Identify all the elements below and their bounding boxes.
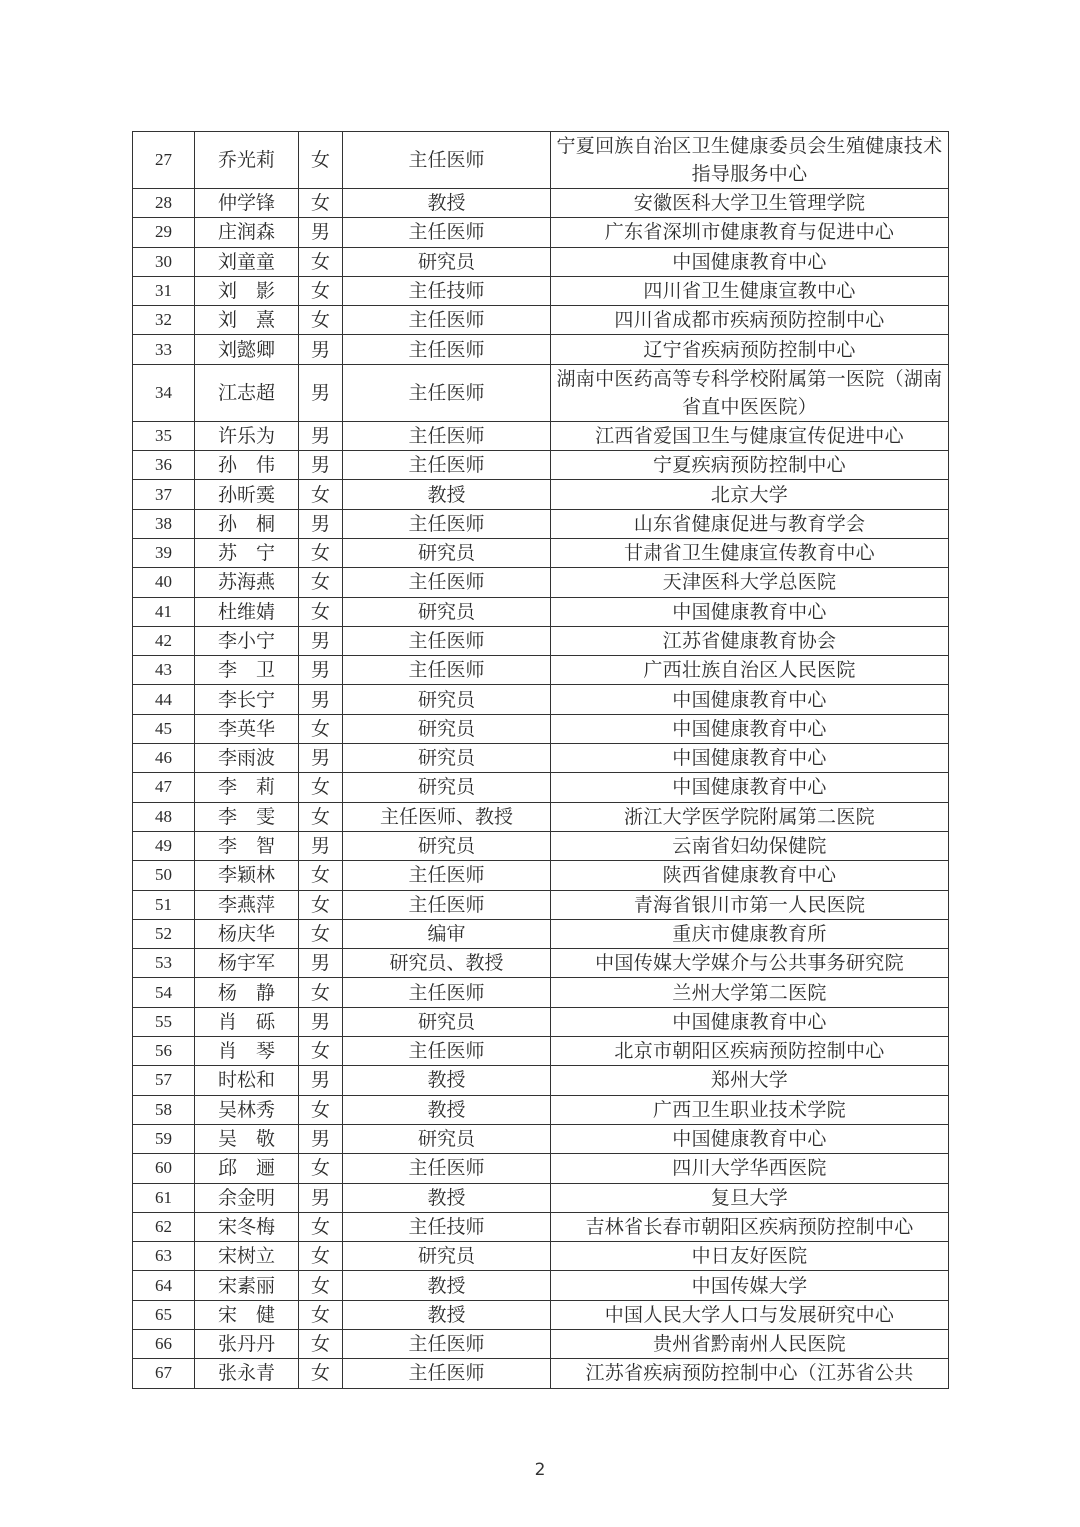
gender: 女 [299, 1271, 343, 1300]
person-name: 邱 逦 [195, 1154, 299, 1183]
gender: 女 [299, 1329, 343, 1358]
gender: 女 [299, 890, 343, 919]
professional-title: 主任医师 [343, 335, 551, 364]
gender: 男 [299, 656, 343, 685]
row-number: 60 [133, 1154, 195, 1183]
table-row [133, 1095, 949, 1124]
gender: 女 [299, 480, 343, 509]
gender: 男 [299, 831, 343, 860]
row-number: 49 [133, 831, 195, 860]
person-name: 孙昕霙 [195, 480, 299, 509]
person-name: 刘 影 [195, 276, 299, 305]
organization: 中国健康教育中心 [551, 714, 949, 743]
organization: 中国传媒大学媒介与公共事务研究院 [551, 949, 949, 978]
professional-title: 研究员 [343, 1007, 551, 1036]
row-number: 39 [133, 538, 195, 567]
gender: 女 [299, 1037, 343, 1066]
organization: 中国传媒大学 [551, 1271, 949, 1300]
person-name: 仲学锋 [195, 189, 299, 218]
table-row [133, 1124, 949, 1153]
person-name: 张丹丹 [195, 1329, 299, 1358]
professional-title: 主任医师 [343, 421, 551, 450]
gender: 女 [299, 247, 343, 276]
professional-title: 主任医师 [343, 1037, 551, 1066]
table-row [133, 1183, 949, 1212]
table-row [133, 1154, 949, 1183]
organization: 北京市朝阳区疾病预防控制中心 [551, 1037, 949, 1066]
person-name: 刘懿卿 [195, 335, 299, 364]
person-name: 刘 熹 [195, 306, 299, 335]
gender: 女 [299, 568, 343, 597]
professional-title: 编审 [343, 919, 551, 948]
person-name: 时松和 [195, 1066, 299, 1095]
organization: 江西省爱国卫生与健康宣传促进中心 [551, 421, 949, 450]
person-name: 李小宁 [195, 626, 299, 655]
professional-title: 研究员 [343, 597, 551, 626]
row-number: 61 [133, 1183, 195, 1212]
table-row [133, 861, 949, 890]
row-number: 53 [133, 949, 195, 978]
organization: 湖南中医药高等专科学校附属第一医院（湖南省直中医医院） [551, 364, 949, 421]
organization: 广西卫生职业技术学院 [551, 1095, 949, 1124]
row-number: 27 [133, 132, 195, 189]
gender: 男 [299, 1066, 343, 1095]
expert-roster-table [132, 131, 949, 1389]
row-number: 45 [133, 714, 195, 743]
row-number: 56 [133, 1037, 195, 1066]
organization: 云南省妇幼保健院 [551, 831, 949, 860]
organization: 中国健康教育中心 [551, 1124, 949, 1153]
person-name: 宋树立 [195, 1242, 299, 1271]
organization: 中国健康教育中心 [551, 247, 949, 276]
table-row [133, 568, 949, 597]
table-row [133, 1037, 949, 1066]
professional-title: 主任医师 [343, 1329, 551, 1358]
table-row [133, 335, 949, 364]
gender: 女 [299, 597, 343, 626]
organization: 江苏省健康教育协会 [551, 626, 949, 655]
person-name: 肖 琴 [195, 1037, 299, 1066]
professional-title: 主任技师 [343, 276, 551, 305]
organization: 天津医科大学总医院 [551, 568, 949, 597]
row-number: 38 [133, 509, 195, 538]
row-number: 36 [133, 451, 195, 480]
professional-title: 主任医师 [343, 568, 551, 597]
person-name: 李 卫 [195, 656, 299, 685]
row-number: 47 [133, 773, 195, 802]
row-number: 30 [133, 247, 195, 276]
gender: 女 [299, 1154, 343, 1183]
table-row [133, 656, 949, 685]
professional-title: 教授 [343, 189, 551, 218]
row-number: 29 [133, 218, 195, 247]
row-number: 67 [133, 1359, 195, 1388]
gender: 男 [299, 218, 343, 247]
table-row [133, 509, 949, 538]
person-name: 李 智 [195, 831, 299, 860]
person-name: 许乐为 [195, 421, 299, 450]
professional-title: 主任医师 [343, 306, 551, 335]
gender: 女 [299, 773, 343, 802]
table-row [133, 978, 949, 1007]
organization: 中国健康教育中心 [551, 685, 949, 714]
organization: 甘肃省卫生健康宣传教育中心 [551, 538, 949, 567]
organization: 中国健康教育中心 [551, 597, 949, 626]
gender: 男 [299, 1183, 343, 1212]
person-name: 乔光莉 [195, 132, 299, 189]
gender: 女 [299, 861, 343, 890]
organization: 广东省深圳市健康教育与促进中心 [551, 218, 949, 247]
row-number: 51 [133, 890, 195, 919]
gender: 女 [299, 714, 343, 743]
row-number: 52 [133, 919, 195, 948]
table-row [133, 831, 949, 860]
row-number: 58 [133, 1095, 195, 1124]
person-name: 张永青 [195, 1359, 299, 1388]
table-row [133, 364, 949, 421]
gender: 女 [299, 1212, 343, 1241]
table-row [133, 218, 949, 247]
organization: 重庆市健康教育所 [551, 919, 949, 948]
row-number: 50 [133, 861, 195, 890]
organization: 陕西省健康教育中心 [551, 861, 949, 890]
row-number: 31 [133, 276, 195, 305]
organization: 中国健康教育中心 [551, 1007, 949, 1036]
gender: 女 [299, 802, 343, 831]
professional-title: 主任医师 [343, 978, 551, 1007]
organization: 宁夏回族自治区卫生健康委员会生殖健康技术指导服务中心 [551, 132, 949, 189]
person-name: 李雨波 [195, 744, 299, 773]
person-name: 吴林秀 [195, 1095, 299, 1124]
organization: 中日友好医院 [551, 1242, 949, 1271]
gender: 女 [299, 538, 343, 567]
row-number: 62 [133, 1212, 195, 1241]
organization: 四川省卫生健康宣教中心 [551, 276, 949, 305]
organization: 安徽医科大学卫生管理学院 [551, 189, 949, 218]
row-number: 43 [133, 656, 195, 685]
row-number: 28 [133, 189, 195, 218]
row-number: 54 [133, 978, 195, 1007]
table-row [133, 1300, 949, 1329]
row-number: 63 [133, 1242, 195, 1271]
gender: 女 [299, 919, 343, 948]
professional-title: 主任医师 [343, 218, 551, 247]
table-row [133, 247, 949, 276]
table-row [133, 480, 949, 509]
gender: 女 [299, 276, 343, 305]
row-number: 64 [133, 1271, 195, 1300]
table-row [133, 451, 949, 480]
gender: 男 [299, 1124, 343, 1153]
professional-title: 研究员 [343, 1242, 551, 1271]
table-row [133, 1329, 949, 1358]
professional-title: 教授 [343, 1095, 551, 1124]
organization: 宁夏疾病预防控制中心 [551, 451, 949, 480]
organization: 北京大学 [551, 480, 949, 509]
gender: 女 [299, 1095, 343, 1124]
table-row [133, 597, 949, 626]
gender: 男 [299, 744, 343, 773]
person-name: 孙 伟 [195, 451, 299, 480]
gender: 女 [299, 1242, 343, 1271]
organization: 青海省银川市第一人民医院 [551, 890, 949, 919]
professional-title: 主任医师 [343, 626, 551, 655]
professional-title: 教授 [343, 1271, 551, 1300]
person-name: 李 莉 [195, 773, 299, 802]
gender: 女 [299, 132, 343, 189]
professional-title: 主任医师、教授 [343, 802, 551, 831]
table-row [133, 132, 949, 189]
organization: 吉林省长春市朝阳区疾病预防控制中心 [551, 1212, 949, 1241]
person-name: 江志超 [195, 364, 299, 421]
organization: 江苏省疾病预防控制中心（江苏省公共 [551, 1359, 949, 1388]
row-number: 42 [133, 626, 195, 655]
professional-title: 教授 [343, 1300, 551, 1329]
row-number: 40 [133, 568, 195, 597]
table-row [133, 1066, 949, 1095]
row-number: 34 [133, 364, 195, 421]
page-number: 2 [534, 1460, 546, 1480]
table-row [133, 773, 949, 802]
professional-title: 主任医师 [343, 861, 551, 890]
professional-title: 研究员 [343, 1124, 551, 1153]
organization: 浙江大学医学院附属第二医院 [551, 802, 949, 831]
row-number: 32 [133, 306, 195, 335]
row-number: 46 [133, 744, 195, 773]
professional-title: 研究员、教授 [343, 949, 551, 978]
table-row [133, 714, 949, 743]
organization: 山东省健康促进与教育学会 [551, 509, 949, 538]
organization: 四川省成都市疾病预防控制中心 [551, 306, 949, 335]
gender: 男 [299, 949, 343, 978]
table-row [133, 744, 949, 773]
professional-title: 教授 [343, 480, 551, 509]
person-name: 李 雯 [195, 802, 299, 831]
person-name: 杜维婧 [195, 597, 299, 626]
gender: 女 [299, 978, 343, 1007]
organization: 兰州大学第二医院 [551, 978, 949, 1007]
professional-title: 研究员 [343, 714, 551, 743]
professional-title: 教授 [343, 1066, 551, 1095]
row-number: 35 [133, 421, 195, 450]
person-name: 宋 健 [195, 1300, 299, 1329]
organization: 四川大学华西医院 [551, 1154, 949, 1183]
table-row [133, 306, 949, 335]
table-row [133, 189, 949, 218]
table-row [133, 1242, 949, 1271]
professional-title: 主任医师 [343, 451, 551, 480]
table-row [133, 1359, 949, 1388]
person-name: 宋素丽 [195, 1271, 299, 1300]
person-name: 李长宁 [195, 685, 299, 714]
professional-title: 主任技师 [343, 1212, 551, 1241]
gender: 男 [299, 451, 343, 480]
professional-title: 主任医师 [343, 1154, 551, 1183]
table-row [133, 1007, 949, 1036]
gender: 男 [299, 685, 343, 714]
person-name: 吴 敬 [195, 1124, 299, 1153]
gender: 男 [299, 626, 343, 655]
table-row [133, 1212, 949, 1241]
row-number: 44 [133, 685, 195, 714]
person-name: 李颖林 [195, 861, 299, 890]
person-name: 苏海燕 [195, 568, 299, 597]
organization: 郑州大学 [551, 1066, 949, 1095]
table-row [133, 1271, 949, 1300]
row-number: 37 [133, 480, 195, 509]
row-number: 48 [133, 802, 195, 831]
person-name: 李英华 [195, 714, 299, 743]
row-number: 59 [133, 1124, 195, 1153]
table-row [133, 626, 949, 655]
table-row [133, 802, 949, 831]
row-number: 41 [133, 597, 195, 626]
person-name: 杨庆华 [195, 919, 299, 948]
gender: 男 [299, 509, 343, 538]
person-name: 苏 宁 [195, 538, 299, 567]
gender: 男 [299, 1007, 343, 1036]
organization: 复旦大学 [551, 1183, 949, 1212]
gender: 男 [299, 335, 343, 364]
professional-title: 研究员 [343, 247, 551, 276]
row-number: 55 [133, 1007, 195, 1036]
person-name: 杨宇军 [195, 949, 299, 978]
gender: 女 [299, 306, 343, 335]
row-number: 65 [133, 1300, 195, 1329]
professional-title: 教授 [343, 1183, 551, 1212]
person-name: 孙 桐 [195, 509, 299, 538]
professional-title: 研究员 [343, 685, 551, 714]
row-number: 66 [133, 1329, 195, 1358]
gender: 女 [299, 1359, 343, 1388]
professional-title: 主任医师 [343, 1359, 551, 1388]
table-row [133, 538, 949, 567]
professional-title: 主任医师 [343, 364, 551, 421]
organization: 中国健康教育中心 [551, 744, 949, 773]
gender: 男 [299, 421, 343, 450]
organization: 贵州省黔南州人民医院 [551, 1329, 949, 1358]
row-number: 57 [133, 1066, 195, 1095]
person-name: 宋冬梅 [195, 1212, 299, 1241]
table-row [133, 949, 949, 978]
person-name: 刘童童 [195, 247, 299, 276]
organization: 辽宁省疾病预防控制中心 [551, 335, 949, 364]
table-row [133, 421, 949, 450]
organization: 广西壮族自治区人民医院 [551, 656, 949, 685]
person-name: 余金明 [195, 1183, 299, 1212]
gender: 女 [299, 1300, 343, 1329]
person-name: 李燕萍 [195, 890, 299, 919]
table-row [133, 919, 949, 948]
professional-title: 主任医师 [343, 509, 551, 538]
professional-title: 研究员 [343, 744, 551, 773]
gender: 女 [299, 189, 343, 218]
row-number: 33 [133, 335, 195, 364]
roster-body [133, 132, 949, 1389]
organization: 中国人民大学人口与发展研究中心 [551, 1300, 949, 1329]
person-name: 庄润森 [195, 218, 299, 247]
professional-title: 主任医师 [343, 132, 551, 189]
table-row [133, 276, 949, 305]
professional-title: 研究员 [343, 831, 551, 860]
professional-title: 研究员 [343, 773, 551, 802]
table-row [133, 685, 949, 714]
professional-title: 主任医师 [343, 656, 551, 685]
professional-title: 研究员 [343, 538, 551, 567]
professional-title: 主任医师 [343, 890, 551, 919]
organization: 中国健康教育中心 [551, 773, 949, 802]
person-name: 肖 砾 [195, 1007, 299, 1036]
gender: 男 [299, 364, 343, 421]
table-row [133, 890, 949, 919]
person-name: 杨 静 [195, 978, 299, 1007]
